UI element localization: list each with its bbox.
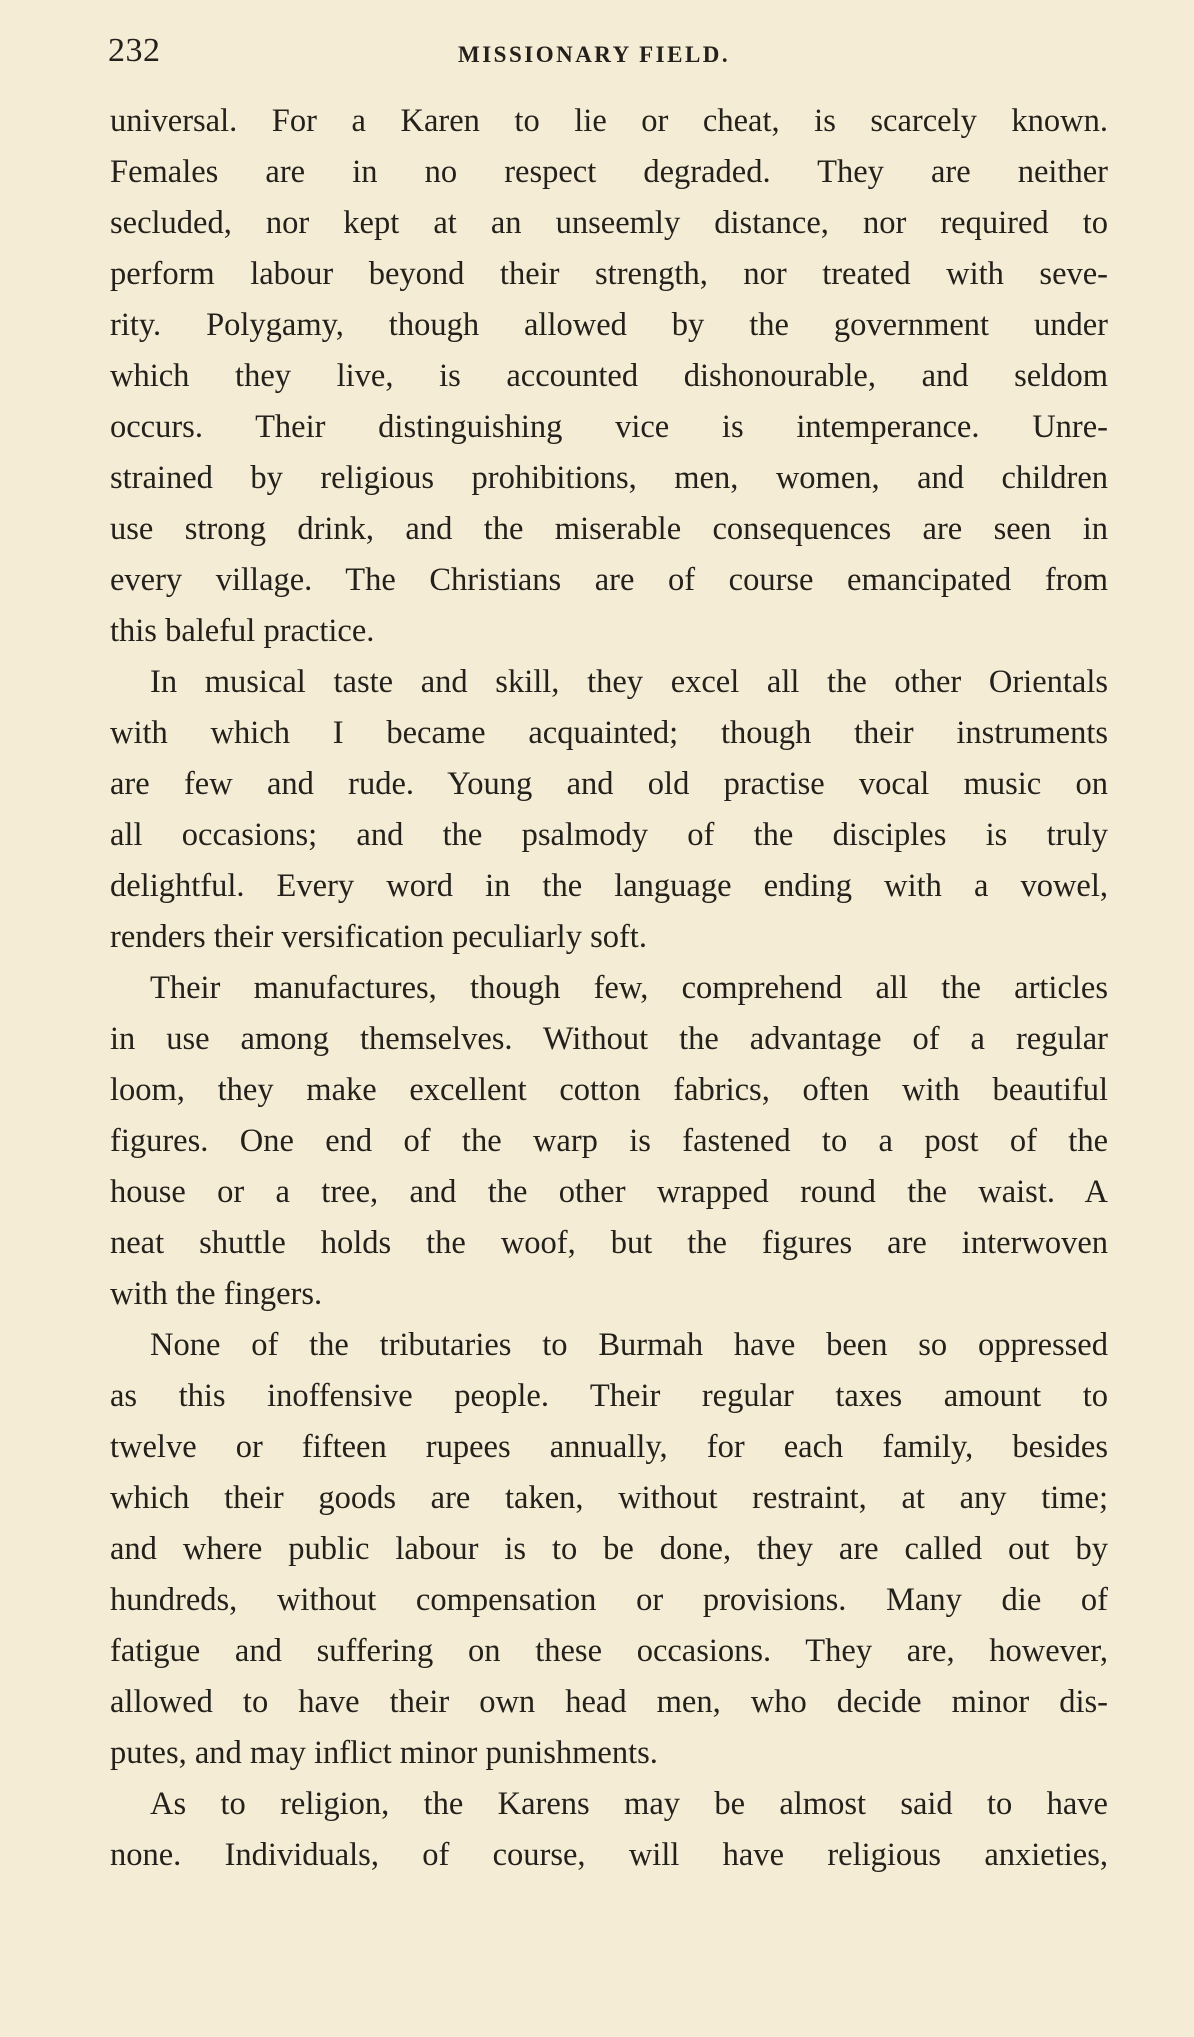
- text-line: occurs. Their distinguishing vice is intemperance. Unre-: [110, 409, 1108, 445]
- text-line: which they live, is accounted dishonourable, and seldom: [110, 358, 1108, 394]
- body-text: [110, 96, 1108, 1881]
- text-line: secluded, nor kept at an unseemly distance, nor required to: [110, 205, 1108, 241]
- text-line: with which I became acquainted; though their instruments: [110, 715, 1108, 751]
- text-line: which their goods are taken, without restraint, at any time;: [110, 1480, 1108, 1516]
- text-line: universal. For a Karen to lie or cheat, is scarcely known.: [110, 103, 1108, 139]
- text-line: and where public labour is to be done, they are called out by: [110, 1531, 1108, 1567]
- text-line: strained by religious prohibitions, men, women, and children: [110, 460, 1108, 496]
- text-line: in use among themselves. Without the advantage of a regular: [110, 1021, 1108, 1057]
- text-line: Females are in no respect degraded. They are neither: [110, 154, 1108, 190]
- text-line: fatigue and suffering on these occasions. They are, however,: [110, 1633, 1108, 1669]
- text-line: hundreds, without compensation or provisions. Many die of: [110, 1582, 1108, 1618]
- text-line: putes, and may inflict minor punishments.: [110, 1735, 658, 1771]
- text-line: are few and rude. Young and old practise vocal music on: [110, 766, 1108, 802]
- text-line: None of the tributaries to Burmah have been so oppressed: [150, 1327, 1108, 1363]
- text-line: As to religion, the Karens may be almost said to have: [150, 1786, 1108, 1822]
- text-line: perform labour beyond their strength, nor treated with seve-: [110, 256, 1108, 292]
- text-line: allowed to have their own head men, who decide minor dis-: [110, 1684, 1108, 1720]
- page-number: 232: [108, 32, 161, 69]
- running-title: MISSIONARY FIELD.: [458, 42, 731, 67]
- text-line: all occasions; and the psalmody of the disciples is truly: [110, 817, 1108, 853]
- running-head: [108, 28, 1108, 74]
- text-line: renders their versification peculiarly soft.: [110, 919, 647, 955]
- text-line: house or a tree, and the other wrapped round the waist. A: [110, 1174, 1108, 1210]
- text-line: with the fingers.: [110, 1276, 323, 1312]
- paragraph-1: [110, 96, 1108, 657]
- text-line: twelve or fifteen rupees annually, for each family, besides: [110, 1429, 1108, 1465]
- paragraph-4: [110, 1320, 1108, 1779]
- text-line: as this inoffensive people. Their regular taxes amount to: [110, 1378, 1108, 1414]
- text-line: use strong drink, and the miserable consequences are seen in: [110, 511, 1108, 547]
- text-line: every village. The Christians are of course emancipated from: [110, 562, 1108, 598]
- paragraph-5: [110, 1779, 1108, 1881]
- text-line: neat shuttle holds the woof, but the figures are interwoven: [110, 1225, 1108, 1261]
- text-line: rity. Polygamy, though allowed by the government under: [110, 307, 1108, 343]
- text-line: Their manufactures, though few, comprehend all the articles: [150, 970, 1108, 1006]
- text-line: loom, they make excellent cotton fabrics, often with beautiful: [110, 1072, 1108, 1108]
- text-line: this baleful practice.: [110, 613, 375, 649]
- text-line: figures. One end of the warp is fastened to a post of the: [110, 1123, 1108, 1159]
- text-line: delightful. Every word in the language ending with a vowel,: [110, 868, 1108, 904]
- text-line: In musical taste and skill, they excel all the other Orientals: [150, 664, 1108, 700]
- text-line: none. Individuals, of course, will have religious anxieties,: [110, 1837, 1108, 1873]
- paragraph-3: [110, 963, 1108, 1320]
- paragraph-2: [110, 657, 1108, 963]
